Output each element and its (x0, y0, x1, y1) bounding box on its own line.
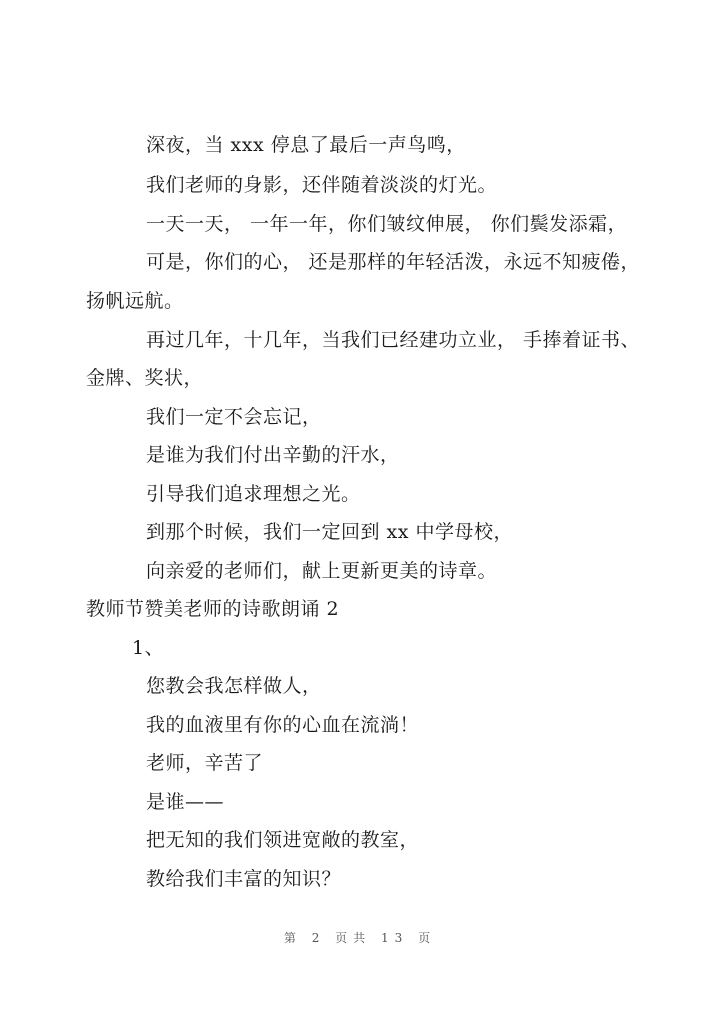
text-line: 是谁为我们付出辛勤的汗水， (146, 444, 400, 466)
text-line: 把无知的我们领进宽敞的教室， (146, 829, 420, 851)
text-line: 是谁—— (146, 791, 225, 813)
text-line: 可是，你们的心， 还是那样的年轻活泼，永远不知疲倦， (146, 251, 641, 273)
text-line: 您教会我怎样做人， (146, 675, 322, 697)
text-line: 老师，辛苦了 (146, 752, 264, 774)
text-line: 扬帆远航。 (86, 290, 184, 312)
text-line: 引导我们追求理想之光。 (146, 483, 361, 505)
page-number-footer: 第 2 页共 13 页 (283, 931, 437, 945)
section-heading: 教师节赞美老师的诗歌朗诵 2 (86, 598, 340, 620)
text-line: 一天一天， 一年一年，你们皱纹伸展， 你们鬓发添霜， (146, 213, 628, 235)
text-line: 我们一定不会忘记， (146, 406, 322, 428)
text-line: 我的血液里有你的心血在流淌！ (146, 714, 420, 736)
list-number: 1、 (132, 637, 165, 659)
text-line: 向亲爱的老师们，献上更新更美的诗章。 (146, 560, 498, 582)
text-line: 到那个时候，我们一定回到 xx 中学母校， (146, 521, 514, 543)
text-line: 教给我们丰富的知识？ (146, 868, 342, 890)
text-line: 再过几年，十几年，当我们已经建功立业， 手捧着证书、 (146, 329, 641, 351)
text-line: 金牌、奖状， (86, 367, 204, 389)
text-line: 我们老师的身影，还伴随着淡淡的灯光。 (146, 174, 498, 196)
text-line: 深夜，当 xxx 停息了最后一声鸟鸣， (146, 134, 466, 156)
